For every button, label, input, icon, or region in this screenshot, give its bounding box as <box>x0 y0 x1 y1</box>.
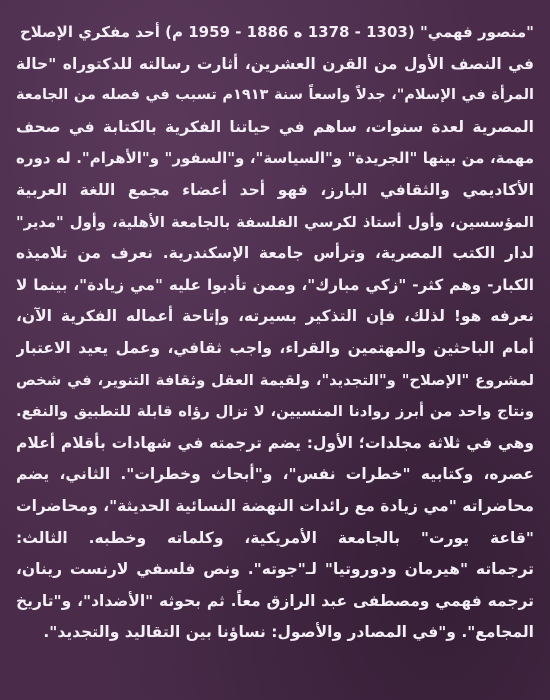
text-line: الأكاديمي والثقافي البارز، فهو أحد أعضاء مجمع اللغة العربية <box>16 180 534 199</box>
text-line: نعرفه هو! لذلك، فإن التذكير بسيرته، وإتاحة أعماله الفكرية الآن، <box>16 307 534 326</box>
text-line: وهي في ثلاثة مجلدات؛ الأول: يضم ترجمته في شهادات بأقلام أعلام <box>16 433 534 452</box>
text-line: محاضراته "مي زيادة مع رائدات النهضة النسائية الحديثة"، ومحاضرات <box>16 496 534 515</box>
text-line: ونتاج واحد من أبرز روادنا المنسيين، لا تزال رؤاه قابلة للتطبيق والنفع. <box>16 403 534 421</box>
text-line: أمام الباحثين والمهتمين والقراء، واجب ثقافي، وعمل يعيد الاعتبار <box>16 338 534 357</box>
description-text <box>16 17 534 649</box>
text-line: ترجمه فهمي ومصطفى عبد الرازق معاً. ثم بحوثه "الأضداد"، و"تاريخ <box>16 591 534 610</box>
text-line: مهمة، من بينها "الجريدة" و"السياسة"، و"السفور" و"الأهرام". له دوره <box>16 149 534 168</box>
text-line: الكبار- وهم كثر- "زكي مبارك"، وممن تأدبوا عليه "مي زيادة"، بينما لا <box>16 275 534 294</box>
text-line: المرأة في الإسلام"، جدلاً واسعاً سنة ١٩١٣م تسبب في فصله من الجامعة <box>16 87 534 104</box>
text-line: لدار الكتب المصرية، وترأس جامعة الإسكندرية. نعرف من تلاميذه <box>16 244 534 263</box>
text-line: "منصور فهمي" (1303 - 1378 ه 1886 - 1959 م) أحد مفكري الإصلاح <box>19 23 534 41</box>
text-line: المؤسسين، وأول أستاذ لكرسي الفلسفة بالجامعة الأهلية، وأول "مدير" <box>16 213 534 231</box>
text-line: عصره، وكتابيه "خطرات نفس"، و"أبحاث وخطرات". الثاني، يضم <box>16 465 534 484</box>
text-line: "قاعة يورت" بالجامعة الأمريكية، وكلماته وخطبه. الثالث: <box>16 528 534 547</box>
text-line: المجامع". و"في المصادر والأصول: نساؤنا بين التقاليد والتجديد". <box>43 623 534 642</box>
text-line: ترجماته "هيرمان ودوروتيا" لـ"جوته". ونص فلسفي لارنست رينان، <box>16 560 534 579</box>
text-line: لمشروع "الإصلاح" و"التجديد"، ولقيمة العقل وثقافة التنوير، في شخص <box>16 371 534 389</box>
text-line: المصرية لعدة سنوات، ساهم في حياتنا الفكرية بالكتابة في صحف <box>16 117 534 136</box>
text-line: في النصف الأول من القرن العشرين، أثارت رسالته للدكتوراه "حالة <box>16 54 534 73</box>
